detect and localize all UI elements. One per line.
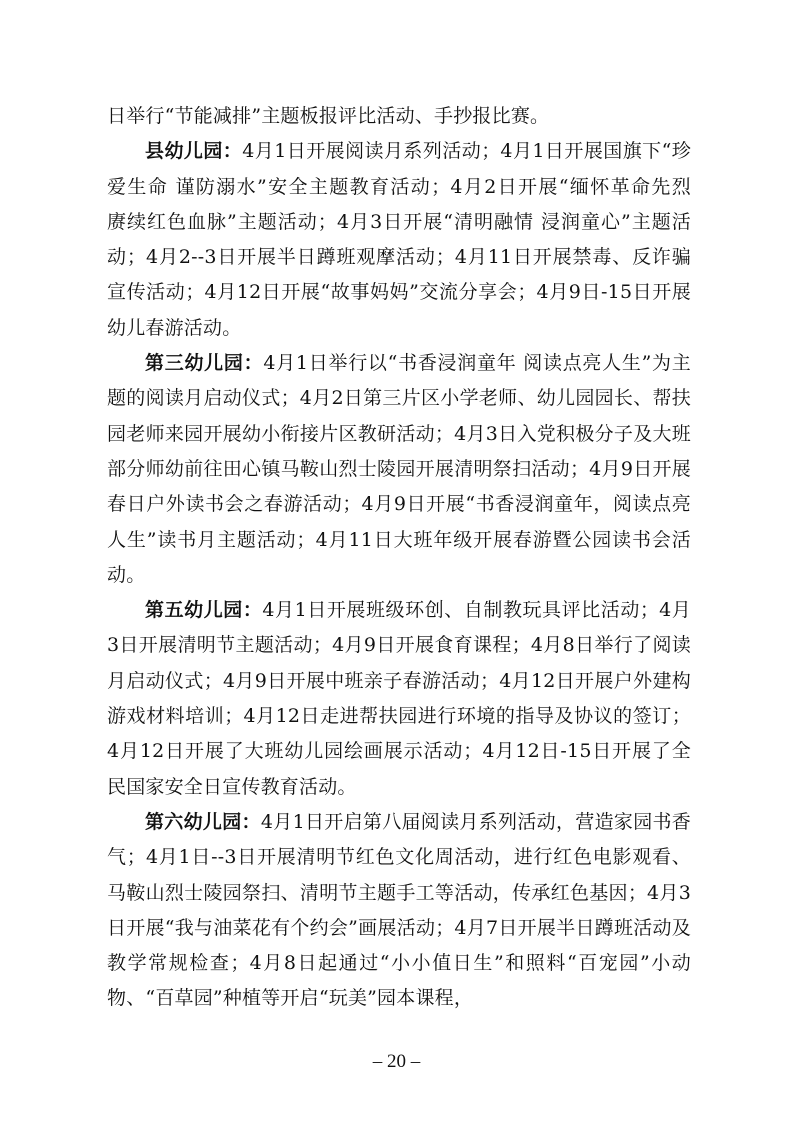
paragraph-third-kindergarten [107,346,691,593]
paragraph-continuation [107,99,691,134]
page-number: – 20 – [372,1051,421,1072]
paragraph-lead: 第五幼儿园： [145,599,263,622]
paragraph-text: 4月1日开展班级环创、自制教玩具评比活动；4月3日开展清明节主题活动；4月9日开展食育课程；4月8日举行了阅读月启动仪式；4月9日开展中班亲子春游活动；4月12日开展户外建构游戏材料培训；4月12日走进帮扶园进行环境的指导及协议的签订；4月12日开展了大班幼儿园绘画展示活动；4月12日-15日开展了全民国家安全日宣传教育活动。 [107,599,691,798]
paragraph-fifth-kindergarten [107,593,691,805]
paragraph-text: 4月1日举行以“书香浸润童年 阅读点亮人生”为主题的阅读月启动仪式；4月2日第三片区小学老师、幼儿园园长、帮扶园老师来园开展幼小衔接片区教研活动；4月3日入党积极分子及大班部分师幼前往田心镇马鞍山烈士陵园开展清明祭扫活动；4月9日开展春日户外读书会之春游活动；4月9日开展“书香浸润童年，阅读点亮人生”读书月主题活动；4月11日大班年级开展春游暨公园读书会活动。 [107,352,691,586]
paragraph-text: 日举行“节能减排”主题板报评比活动、手抄报比赛。 [107,105,550,127]
paragraph-text: 4月1日开启第八届阅读月系列活动，营造家园书香气；4月1日--3日开展清明节红色文化周活动，进行红色电影观看、马鞍山烈士陵园祭扫、清明节主题手工等活动，传承红色基因；4月3日开展“我与油菜花有个约会”画展活动；4月7日开展半日蹲班活动及教学常规检查；4月8日起通过“小小值日生”和照料“百宠园”小动物、“百草园”种植等开启“玩美”园本课程， [107,810,692,1010]
paragraph-lead: 第六幼儿园： [145,810,261,833]
paragraph-sixth-kindergarten [107,805,691,1017]
paragraph-lead: 县幼儿园： [145,140,243,163]
paragraph-county-kindergarten [107,134,711,346]
document-body [107,99,711,1017]
paragraph-lead: 第三幼儿园： [145,352,264,375]
paragraph-text: 4月1日开展阅读月系列活动；4月1日开展国旗下“珍爱生命 谨防溺水”安全主题教育活动；4月2日开展“缅怀革命先烈 赓续红色血脉”主题活动；4月3日开展“清明融情 浸润童心”主题活动；4月2--3日开展半日蹲班观摩活动；4月11日开展禁毒、反诈骗宣传活动；4月12日开展“故事妈妈”交流分享会；4月9日-15日开展幼儿春游活动。 [107,140,711,339]
